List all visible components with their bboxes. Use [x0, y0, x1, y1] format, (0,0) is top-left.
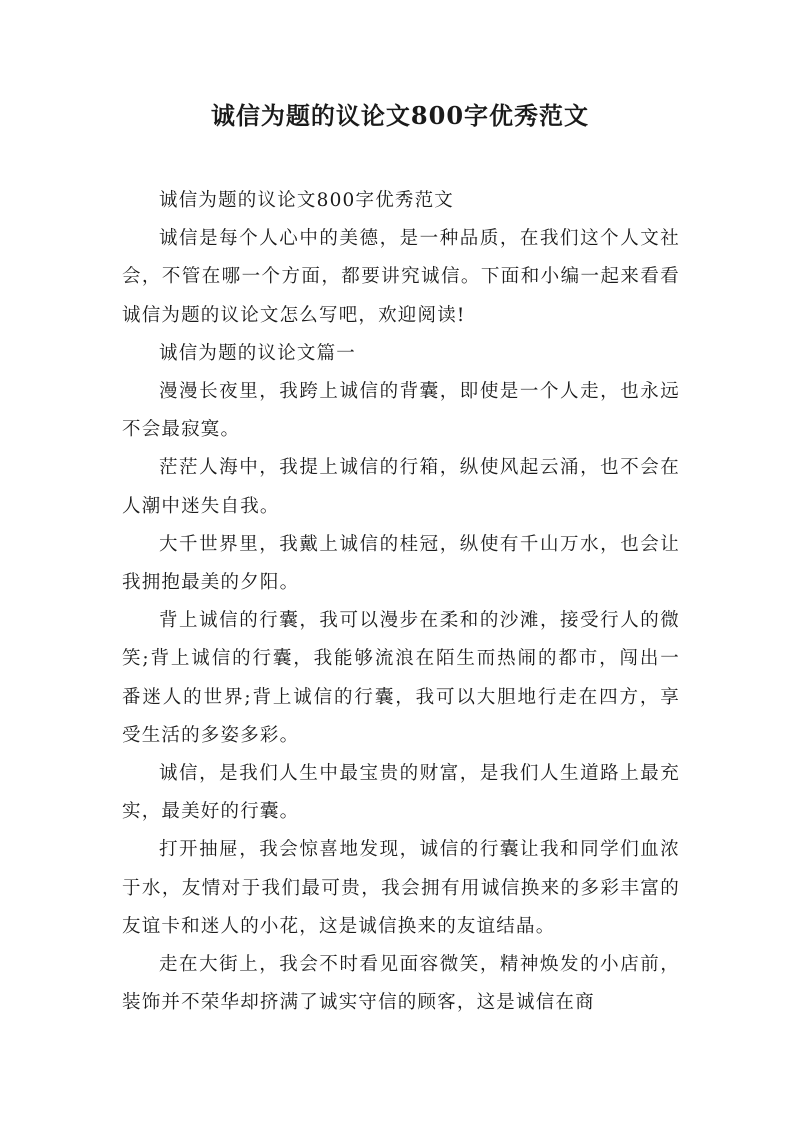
paragraph: 背上诚信的行囊，我可以漫步在柔和的沙滩，接受行人的微笑;背上诚信的行囊，我能够流浪在陌生而热闹的都市，闯出一番迷人的世界;背上诚信的行囊，我可以大胆地行走在四方，享受生活的多姿多彩。 [122, 610, 680, 746]
paragraph: 打开抽屉，我会惊喜地发现，诚信的行囊让我和同学们血浓于水，友情对于我们最可贵，我会拥有用诚信换来的多彩丰富的友谊卡和迷人的小花，这是诚信换来的友谊结晶。 [122, 839, 680, 937]
paragraph-subtitle: 诚信为题的议论文800字优秀范文 [159, 190, 455, 211]
document-body [122, 182, 680, 1022]
document-title: 诚信为题的议论文800字优秀范文 [210, 101, 590, 130]
paragraph: 诚信，是我们人生中最宝贵的财富，是我们人生道路上最充实，最美好的行囊。 [122, 763, 680, 823]
paragraph: 漫漫长夜里，我跨上诚信的背囊，即使是一个人走，也永远不会最寂寞。 [122, 381, 680, 441]
paragraph-intro: 诚信是每个人心中的美德，是一种品质，在我们这个人文社会，不管在哪一个方面，都要讲究诚信。下面和小编一起来看看诚信为题的议论文怎么写吧，欢迎阅读! [122, 228, 680, 326]
paragraph-section-heading: 诚信为题的议论文篇一 [159, 342, 357, 364]
paragraph: 茫茫人海中，我提上诚信的行箱，纵使风起云涌，也不会在人潮中迷失自我。 [122, 457, 680, 517]
paragraph: 走在大街上，我会不时看见面容微笑，精神焕发的小店前，装饰并不荣华却挤满了诚实守信的顾客，这是诚信在商 [122, 954, 680, 1014]
paragraph: 大千世界里，我戴上诚信的桂冠，纵使有千山万水，也会让我拥抱最美的夕阳。 [122, 533, 680, 594]
